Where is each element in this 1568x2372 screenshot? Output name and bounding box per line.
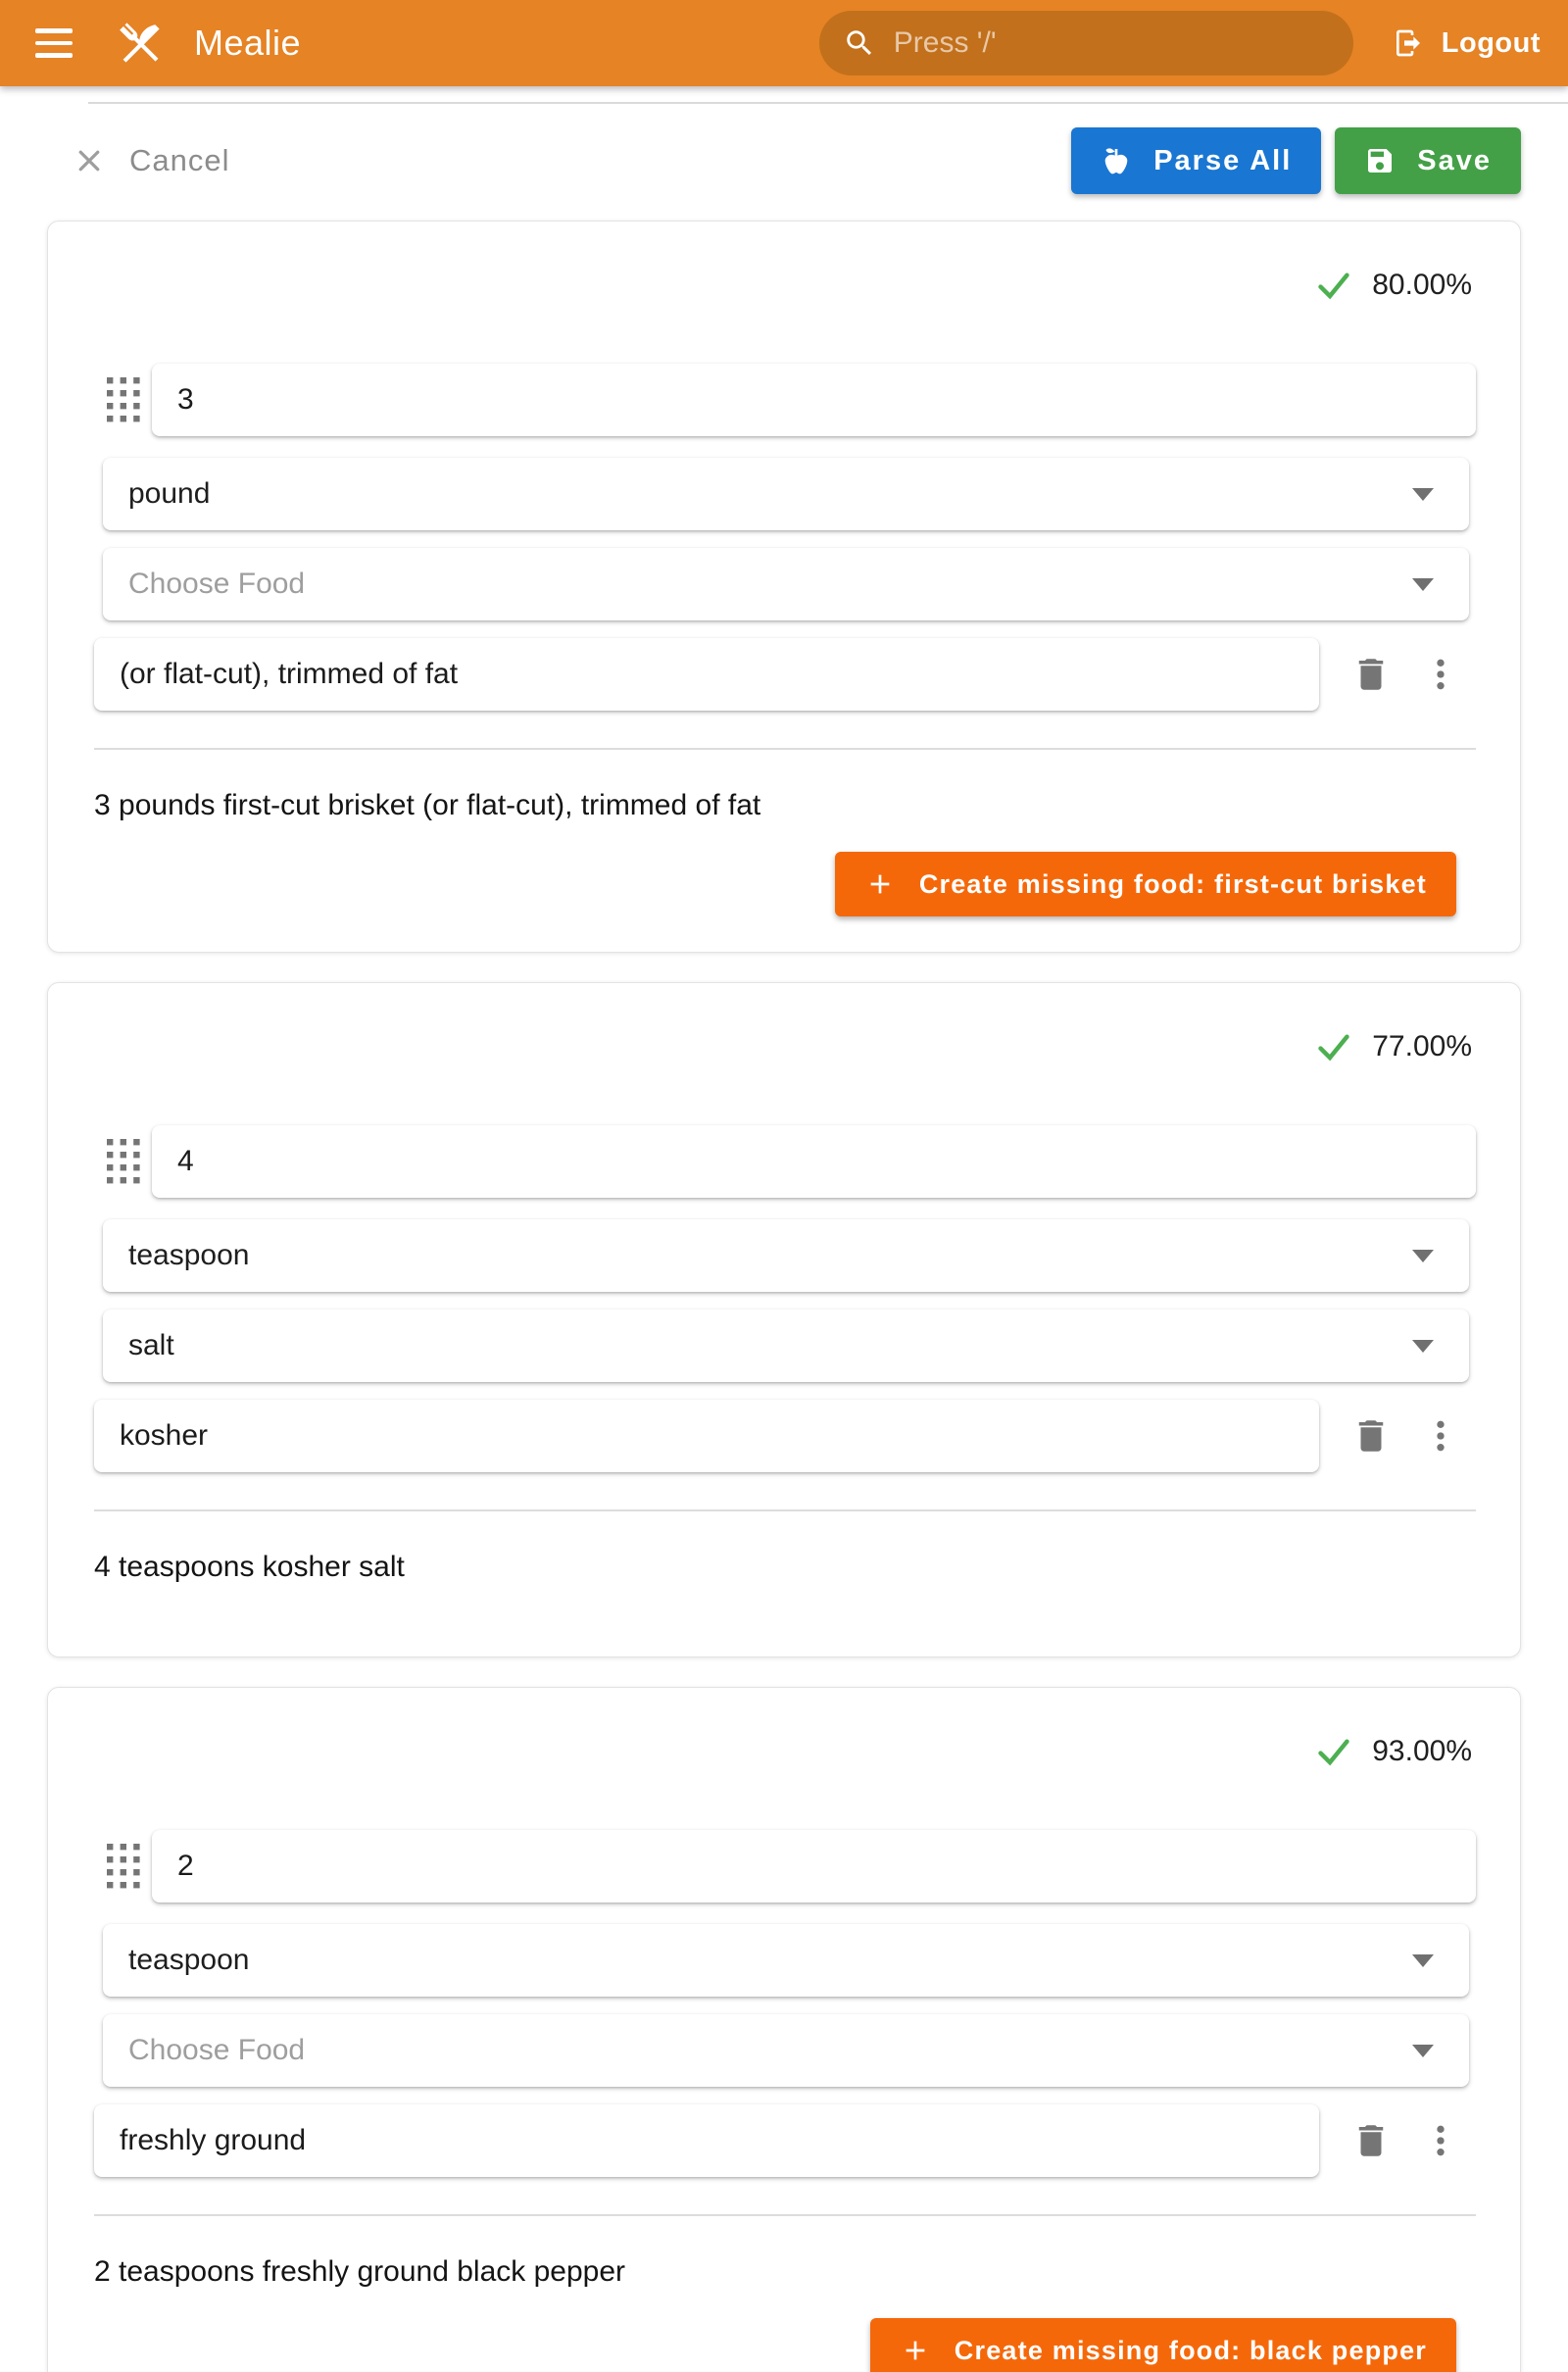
food-value: salt [128,1329,174,1361]
drag-handle-icon[interactable] [107,376,140,423]
original-ingredient-text: 3 pounds first-cut brisket (or flat-cut), trimmed of fat [94,789,761,821]
unit-value: teaspoon [128,1944,250,1976]
original-ingredient-text: 4 teaspoons kosher salt [94,1551,405,1583]
save-button[interactable] [1335,127,1521,194]
divider [94,748,1476,750]
ingredient-card [47,982,1521,1657]
chevron-down-icon [1412,1250,1434,1262]
confidence-value: 77.00% [1372,1030,1472,1062]
food-select[interactable] [103,548,1469,620]
more-options-button[interactable] [1421,1416,1460,1456]
confidence-row [94,1027,1476,1066]
kebab-menu-icon [1421,655,1460,694]
divider [94,1509,1476,1511]
logout-label: Logout [1441,26,1541,59]
chevron-down-icon [1412,578,1434,591]
ingredient-card [47,221,1521,953]
quantity-input[interactable] [152,364,1476,436]
quantity-input[interactable] [152,1125,1476,1198]
crossed-fork-knife-icon [112,15,169,72]
trash-icon [1350,654,1392,695]
delete-ingredient-button[interactable] [1350,654,1392,695]
check-icon [1315,267,1352,304]
more-options-button[interactable] [1421,655,1460,694]
search-bar[interactable] [819,11,1353,75]
floppy-disk-icon [1364,145,1396,176]
parse-all-button[interactable] [1071,127,1321,194]
unit-value: teaspoon [128,1239,250,1271]
create-missing-food-label: Create missing food: black pepper [954,2335,1427,2365]
confidence-row [94,266,1476,305]
drag-handle-icon[interactable] [107,1138,140,1185]
save-label: Save [1417,144,1492,176]
chevron-down-icon [1412,1954,1434,1967]
search-icon [843,26,876,60]
create-missing-food-button[interactable] [835,852,1456,916]
unit-select[interactable] [103,1219,1469,1292]
chevron-down-icon [1412,1340,1434,1353]
delete-ingredient-button[interactable] [1350,1415,1392,1457]
confidence-row [94,1732,1476,1771]
quantity-input[interactable] [152,1830,1476,1903]
logout-icon [1393,27,1424,59]
note-input[interactable] [94,1400,1319,1472]
more-options-button[interactable] [1421,2121,1460,2160]
food-select[interactable] [103,2014,1469,2087]
search-input[interactable] [894,26,1330,60]
unit-value: pound [128,477,211,510]
logout-button[interactable] [1393,27,1541,60]
divider [94,2214,1476,2216]
create-missing-food-button[interactable] [870,2318,1456,2372]
check-icon [1315,1028,1352,1065]
app-bar [0,0,1568,86]
confidence-value: 93.00% [1372,1735,1472,1767]
chevron-down-icon [1412,2045,1434,2057]
note-input[interactable] [94,638,1319,711]
hamburger-menu-icon[interactable] [35,24,82,63]
unit-select[interactable] [103,458,1469,530]
note-input[interactable] [94,2104,1319,2177]
trash-icon [1350,1415,1392,1457]
food-placeholder: Choose Food [128,568,306,600]
unit-select[interactable] [103,1924,1469,1997]
content-top-divider [88,102,1568,104]
kebab-menu-icon [1421,2121,1460,2160]
drag-handle-icon[interactable] [107,1843,140,1890]
parse-all-label: Parse All [1153,144,1293,176]
apple-icon [1101,145,1132,176]
plus-icon [864,868,896,900]
kebab-menu-icon [1421,1416,1460,1456]
original-ingredient-text: 2 teaspoons freshly ground black pepper [94,2255,626,2288]
cancel-button[interactable] [74,143,230,178]
parser-toolbar [47,127,1521,194]
chevron-down-icon [1412,488,1434,501]
ingredient-card [47,1687,1521,2372]
delete-ingredient-button[interactable] [1350,2120,1392,2161]
check-icon [1315,1733,1352,1770]
close-icon [74,146,104,175]
confidence-value: 80.00% [1372,269,1472,301]
food-select[interactable] [103,1310,1469,1382]
app-title: Mealie [194,23,302,63]
create-missing-food-label: Create missing food: first-cut brisket [918,868,1427,899]
plus-icon [900,2335,931,2366]
cancel-label: Cancel [129,143,230,177]
trash-icon [1350,2120,1392,2161]
food-placeholder: Choose Food [128,2034,306,2066]
